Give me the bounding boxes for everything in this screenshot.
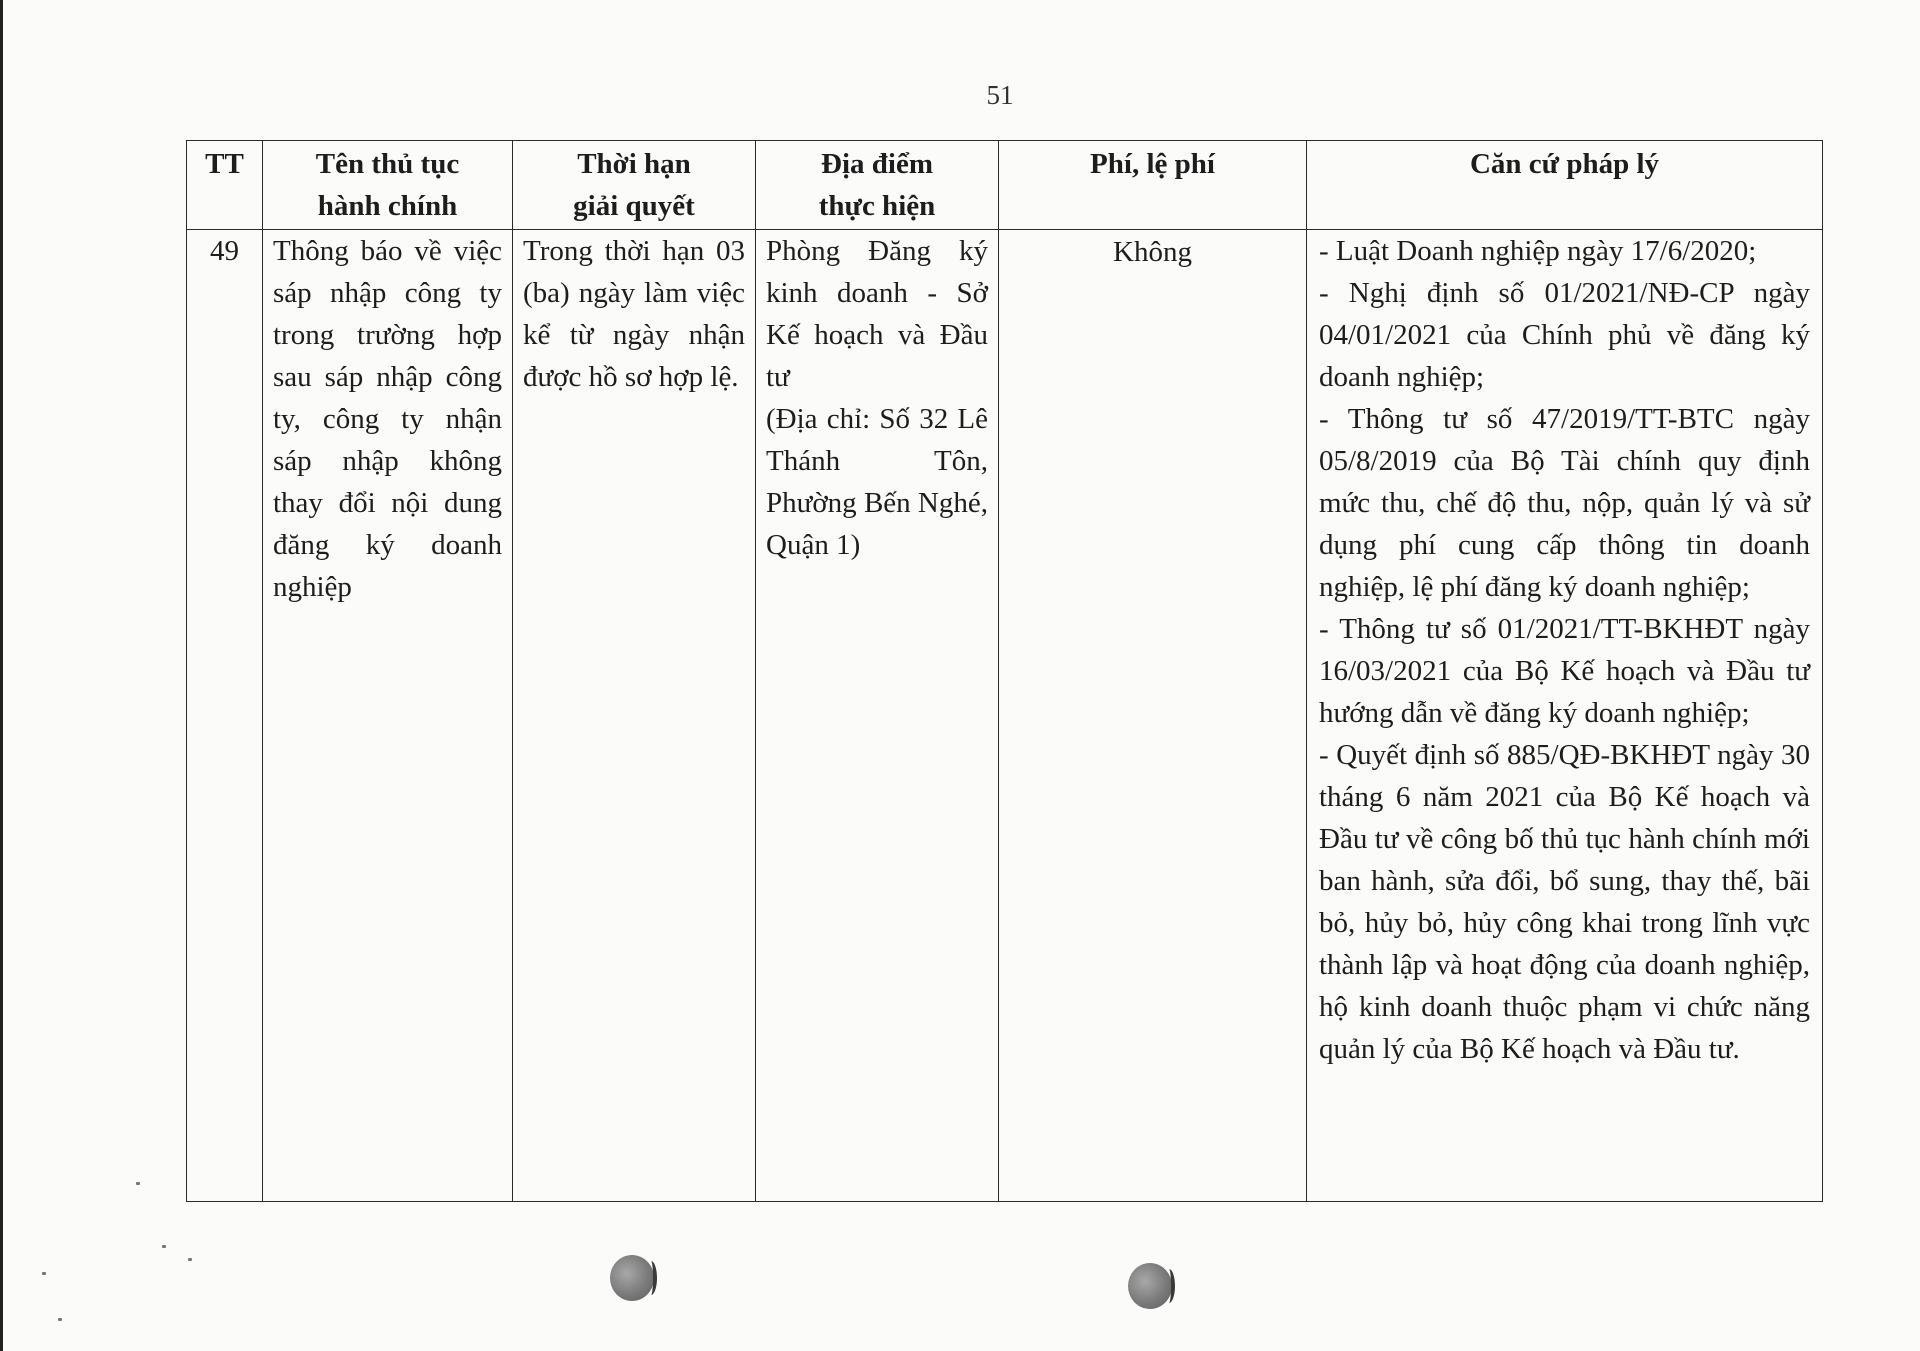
table-row: [187, 230, 1823, 1202]
cell-procedure-name: Thông báo về việc sáp nhập công ty trong trường hợp sau sáp nhập công ty, công ty nhận sáp nhập không thay đổi nội dung đăng ký doanh nghiệp: [263, 230, 513, 1202]
header-location-line2: thực hiện: [818, 190, 936, 222]
location-address: (Địa chỉ: Số 32 Lê Thánh Tôn, Phường Bến Nghé, Quận 1): [766, 403, 988, 561]
scan-speck: [136, 1182, 140, 1185]
scan-speck: [42, 1272, 46, 1275]
procedure-table: [186, 140, 1823, 1202]
header-processing-time-line1: Thời hạn: [577, 148, 691, 180]
cell-legal-basis: [1307, 230, 1823, 1202]
header-location-line1: Địa điểm: [821, 148, 933, 180]
header-location: [756, 141, 999, 230]
scan-speck: [58, 1318, 62, 1321]
legal-basis-item: - Quyết định số 885/QĐ-BKHĐT ngày 30 tháng 6 năm 2021 của Bộ Kế hoạch và Đầu tư về công bố thủ tục hành chính mới ban hành, sửa đổi, bổ sung, thay thế, bãi bỏ, hủy bỏ, hủy công khai trong lĩnh vực thành lập và hoạt động của doanh nghiệp, hộ kinh doanh thuộc phạm vi chức năng quản lý của Bộ Kế hoạch và Đầu tư.: [1319, 739, 1810, 1065]
header-tt: TT: [187, 141, 263, 230]
header-procedure-name-line1: Tên thủ tục: [315, 148, 460, 180]
header-processing-time-line2: giải quyết: [573, 190, 695, 222]
page-number: 51: [986, 80, 1014, 110]
location-office: Phòng Đăng ký kinh doanh - Sở Kế hoạch và Đầu tư: [766, 235, 988, 393]
header-legal-basis: Căn cứ pháp lý: [1307, 141, 1823, 230]
cell-location: [756, 230, 999, 1202]
punch-hole-left: [610, 1255, 654, 1301]
table-header-row: [187, 141, 1823, 230]
punch-hole-right: [1128, 1263, 1172, 1309]
cell-fee: Không: [999, 230, 1307, 1202]
scan-speck: [162, 1245, 166, 1248]
legal-basis-item: - Thông tư số 01/2021/TT-BKHĐT ngày 16/03/2021 của Bộ Kế hoạch và Đầu tư hướng dẫn về đăng ký doanh nghiệp;: [1319, 613, 1810, 729]
legal-basis-item: - Thông tư số 47/2019/TT-BTC ngày 05/8/2019 của Bộ Tài chính quy định mức thu, chế độ thu, nộp, quản lý và sử dụng phí cung cấp thông tin doanh nghiệp, lệ phí đăng ký doanh nghiệp;: [1319, 403, 1810, 603]
header-fee: Phí, lệ phí: [999, 141, 1307, 230]
header-processing-time: [513, 141, 756, 230]
cell-tt: 49: [187, 230, 263, 1202]
cell-processing-time: Trong thời hạn 03 (ba) ngày làm việc kể từ ngày nhận được hồ sơ hợp lệ.: [513, 230, 756, 1202]
legal-basis-item: - Nghị định số 01/2021/NĐ-CP ngày 04/01/2021 của Chính phủ về đăng ký doanh nghiệp;: [1319, 277, 1810, 393]
scan-speck: [188, 1258, 192, 1261]
scan-edge: [0, 0, 3, 1351]
header-procedure-name-line2: hành chính: [317, 190, 458, 222]
legal-basis-item: - Luật Doanh nghiệp ngày 17/6/2020;: [1319, 235, 1757, 267]
header-procedure-name: [263, 141, 513, 230]
